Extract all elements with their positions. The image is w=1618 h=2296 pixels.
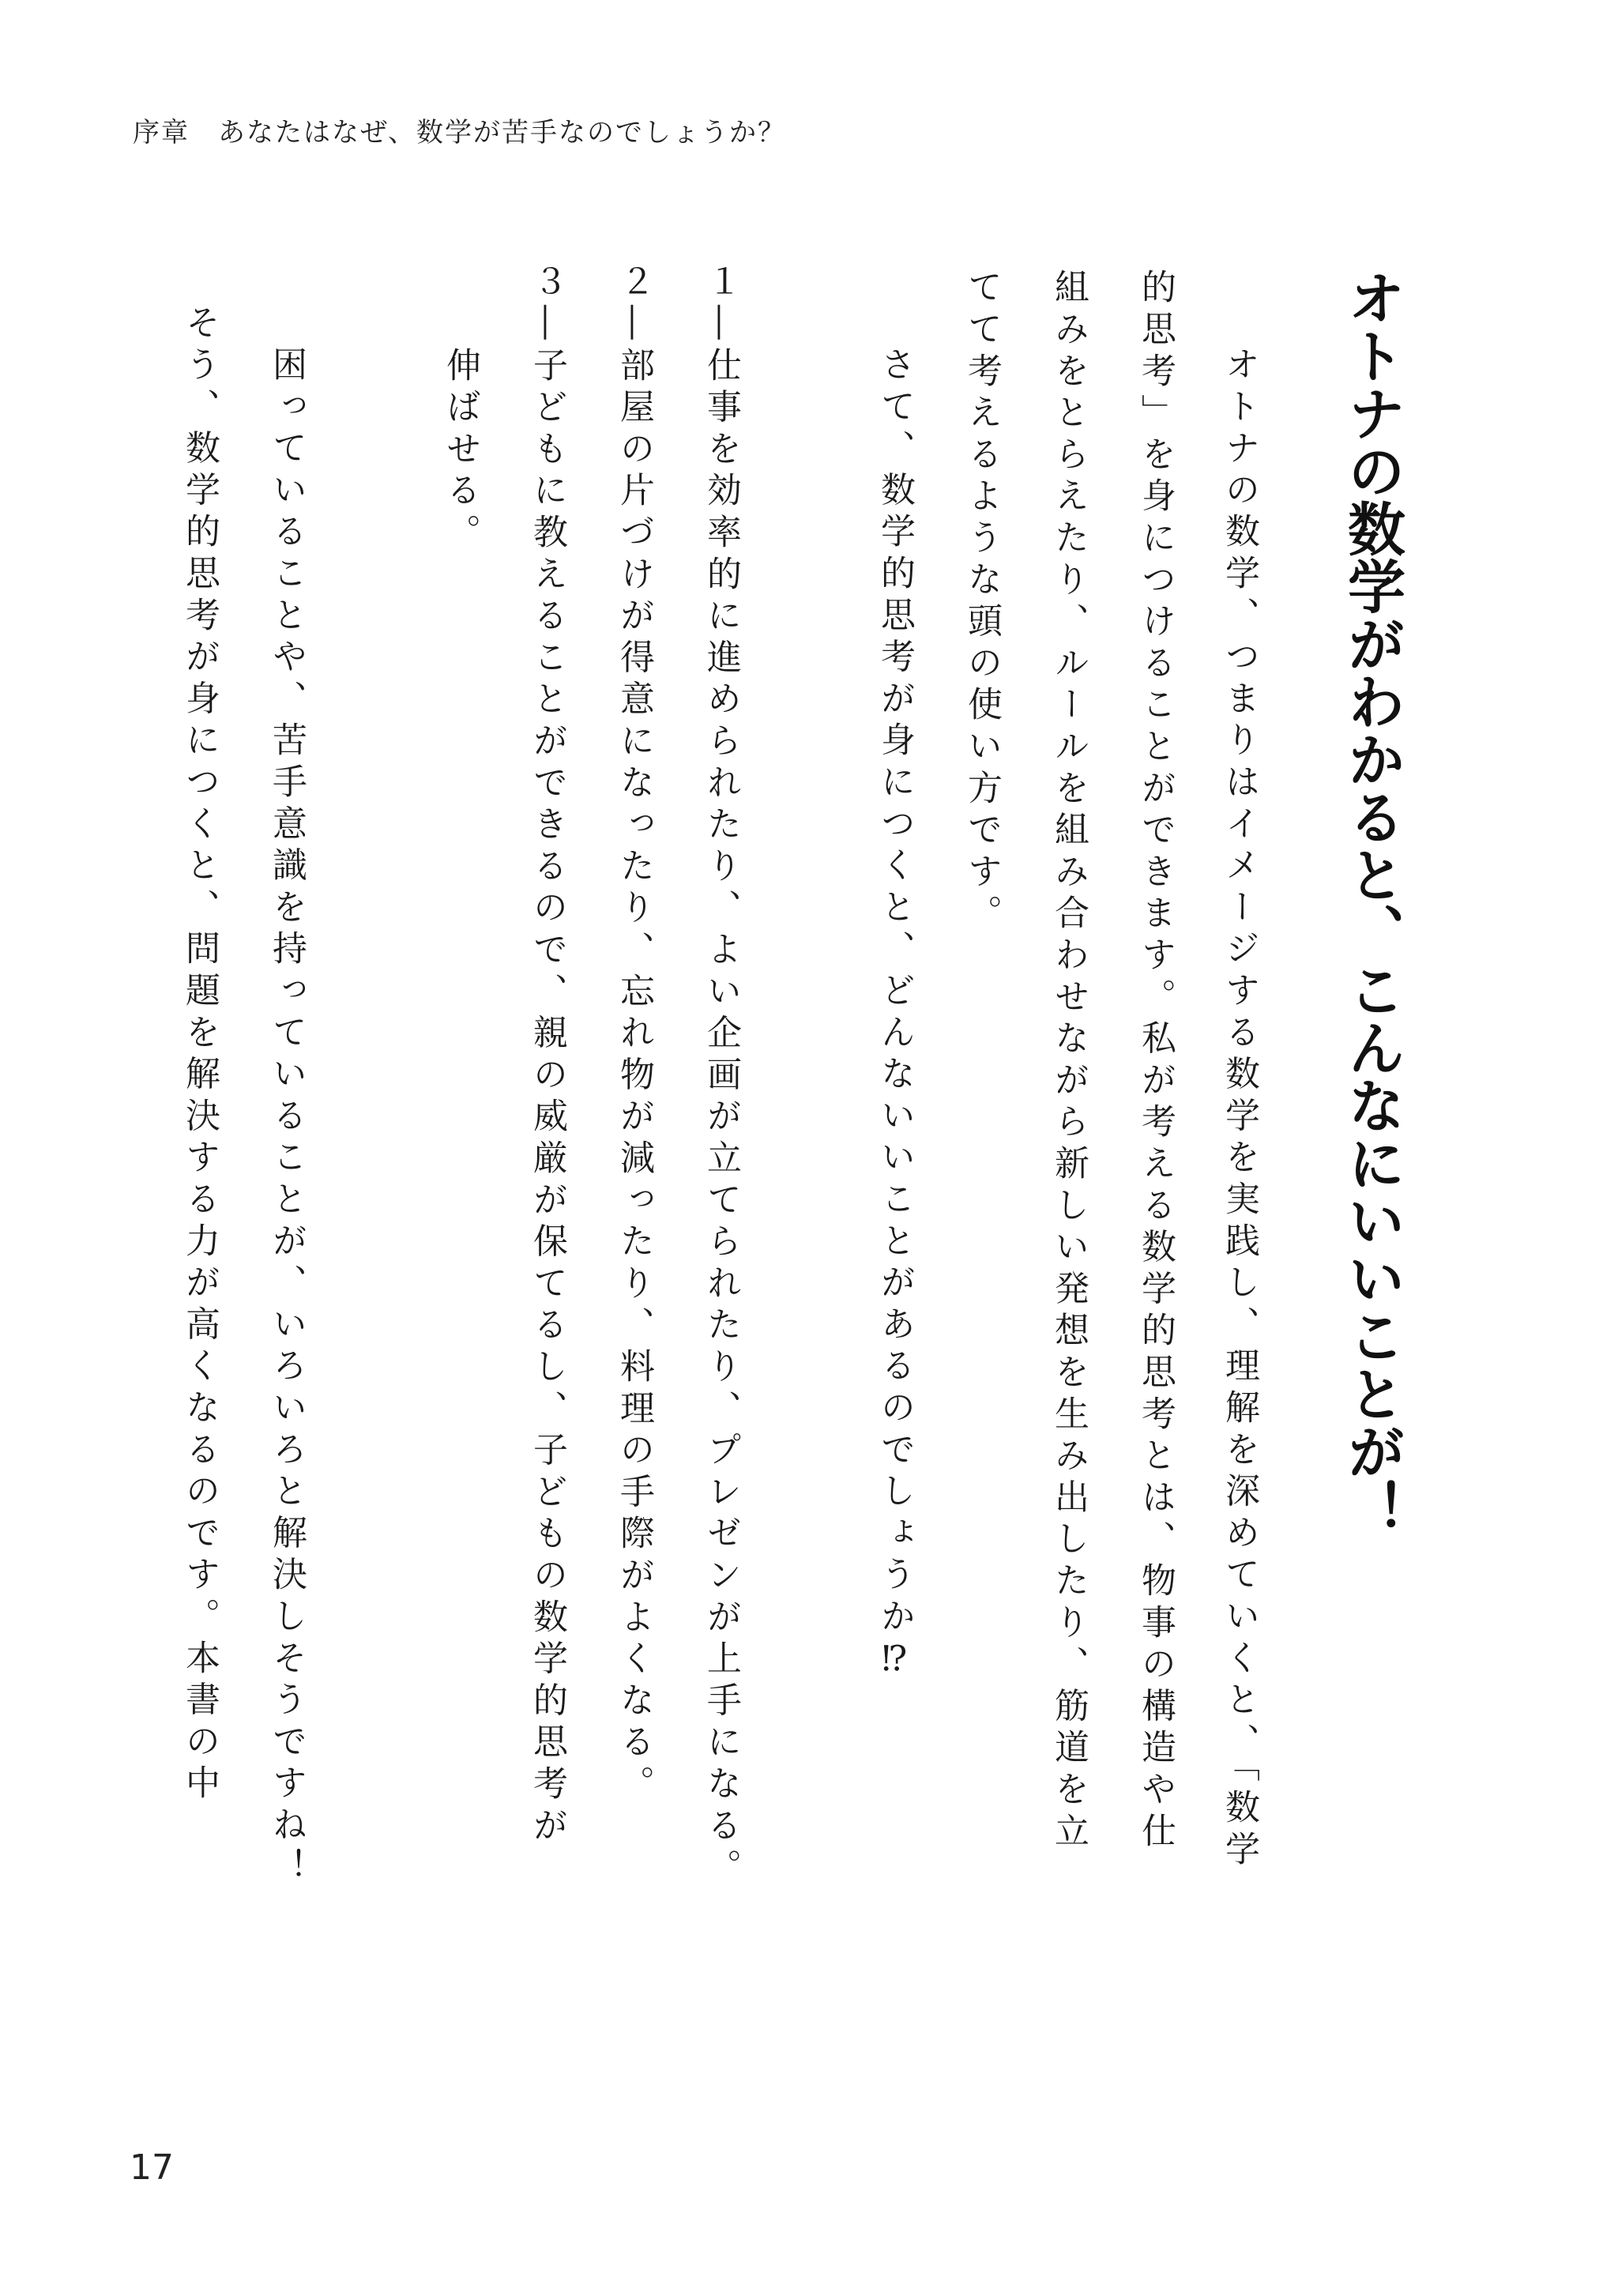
page-number: 17: [130, 2147, 174, 2188]
body-column-6: 困っていることや、苦手意識を持っていることが、いろいろと解決しそうですね！: [266, 304, 307, 1890]
list-item-1: １―仕事を効率的に進められたり、よい企画が立てられたり、プレゼンが上手になる。: [701, 263, 741, 1891]
running-header: 序章 あなたはなぜ、数学が苦手なのでしょうか？: [133, 117, 786, 149]
body-column-5: さて、数学的思考が身につくと、どんないいことがあるのでしょうか⁉: [875, 304, 915, 1687]
body-column-4: てて考えるような頭の使い方です。: [961, 269, 1002, 936]
body-column-1: オトナの数学、つまりはイメージする数学を実践し、理解を深めていくと、「数学: [1219, 304, 1259, 1873]
list-item-2: ２―部屋の片づけが得意になったり、忘れ物が減ったり、料理の手際がよくなる。: [614, 263, 654, 1807]
body-column-3: 組みをとらえたり、ルールを組み合わせながら新しい発想を生み出したり、筋道を立: [1048, 269, 1089, 1854]
body-column-2: 的思考」を身につけることができます。私が考える数学的思考とは、物事の構造や仕: [1135, 269, 1176, 1854]
list-item-3: ３―子どもに教えることができるので、親の威厳が保てるし、子どもの数学的思考が: [527, 263, 567, 1849]
section-heading: オトナの数学がわかると、こんなにいいことが！: [1338, 269, 1405, 1538]
body-column-7: そう、数学的思考が身につくと、問題を解決する力が高くなるのです。本書の中: [179, 304, 220, 1806]
list-item-3-continuation: 伸ばせる。: [440, 263, 480, 555]
